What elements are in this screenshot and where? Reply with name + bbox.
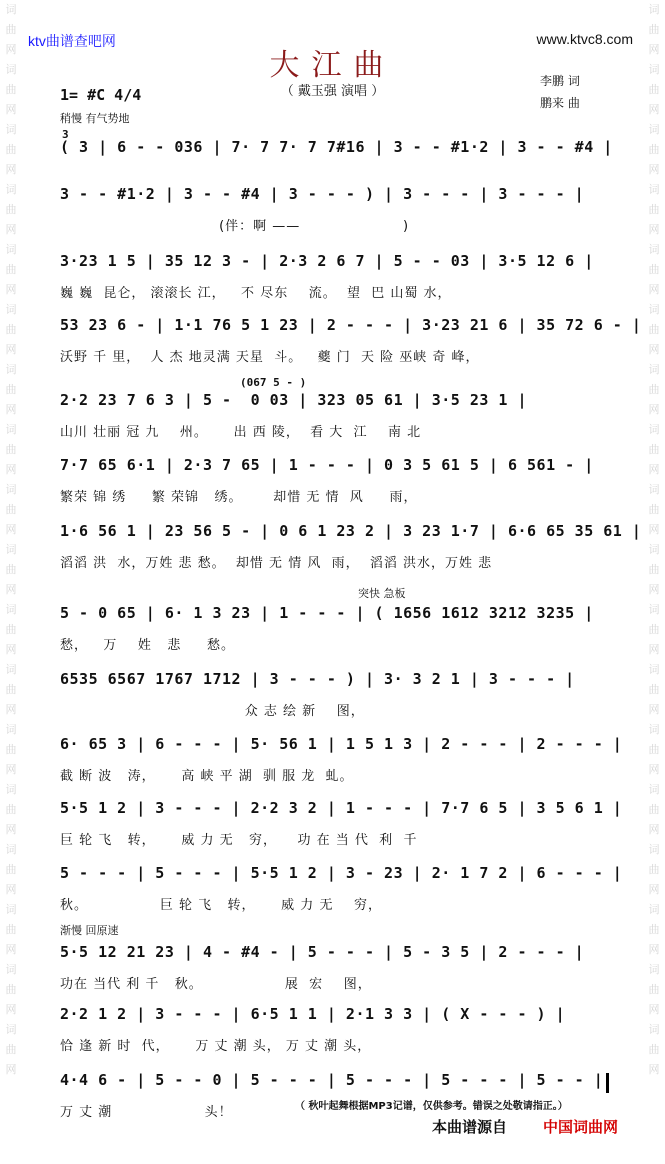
score-row <box>60 456 620 504</box>
lyrics-line: 繁荣 锦 绣 繁 荣锦 绣。 却惜 无 情 风 雨， <box>60 490 418 505</box>
notes-line: 3·23 1 5 | 35 12 3 - | 2·3 2 6 7 | 5 - - 03 | 3·5 12 6 | <box>60 252 594 270</box>
speed-mark: 突快 急板 <box>358 587 406 600</box>
lyrics-line: 愁， 万 姓 悲 愁。 <box>60 638 235 653</box>
performer: （ 戴玉强 演唱 ） <box>280 84 385 99</box>
lyrics-line: 沃野 千 里， 人 杰 地灵满 天星 斗。 夔 门 天 险 巫峡 奇 峰， <box>60 350 480 365</box>
score-row <box>60 864 623 913</box>
score-row <box>60 185 620 233</box>
notes-line: 5 - - - | 5 - - - | 5·5 1 2 | 3 - 23 | 2· 1 7 2 | 6 - - - | <box>60 864 623 882</box>
notes-line: 4·4 6 - | 5 - - 0 | 5 - - - | 5 - - - | 5 - - - | 5 - - | <box>60 1071 604 1089</box>
site-url[interactable]: www.ktvc8.com <box>536 31 633 47</box>
lyrics-line: 滔滔 洪 水，万姓 悲 愁。 却惜 无 情 风 雨， 滔滔 洪水，万姓 悲 <box>60 556 493 571</box>
score-row <box>60 252 620 300</box>
notes-line: 2·2 23 7 6 3 | 5 - 0 03 | 323 05 61 | 3·5 23 1 | <box>60 391 528 409</box>
score-row <box>60 799 623 848</box>
score-row <box>60 670 620 718</box>
lyrics-line: 截 断 波 涛， 高 峡 平 湖 驯 服 龙 虬。 <box>60 769 354 784</box>
final-barline <box>606 1073 609 1093</box>
tempo-marking: 稍慢 有气势地 <box>60 112 130 125</box>
triplet-mark: 3 <box>62 128 69 141</box>
watermark-left: 词曲网词曲网词曲网词曲网词曲网词曲网词曲网词曲网词曲网词曲网词曲网词曲网词曲网词曲网词曲网词曲网词曲网词曲网 <box>5 3 17 1076</box>
lyrics-line: 秋。 巨 轮 飞 转， 威 力 无 穷， <box>60 898 382 913</box>
notes-line: 7·7 65 6·1 | 2·3 7 65 | 1 - - - | 0 3 5 61 5 | 6 561 - | <box>60 456 594 474</box>
notes-line: 1·6 56 1 | 23 56 5 - | 0 6 1 23 2 | 3 23 1·7 | 6·6 65 35 61 | <box>60 522 642 540</box>
score-row <box>60 316 642 365</box>
notes-line: 5·5 1 2 | 3 - - - | 2·2 3 2 | 1 - - - | 7·7 6 5 | 3 5 6 1 | <box>60 799 623 817</box>
score-row <box>60 735 623 784</box>
source-label: 本曲谱源自 <box>432 1118 508 1136</box>
lyrics-line: 巨 轮 飞 转， 威 力 无 穷， 功 在 当 代 利 千 <box>60 833 418 848</box>
transcription-note: （ 秋叶起舞根据MP3记谱，仅供参考。错误之处敬请指正。） <box>295 1101 568 1112</box>
lyrics-line: 万 丈 潮 头！ <box>60 1105 233 1120</box>
notes-line: 53 23 6 - | 1·1 76 5 1 23 | 2 - - - | 3·23 21 6 | 35 72 6 - | <box>60 316 642 334</box>
notes-line: 5·5 12 21 23 | 4 - #4 - | 5 - - - | 5 - 3 5 | 2 - - - | <box>60 943 585 961</box>
score-row <box>60 138 620 186</box>
score-row <box>60 391 620 439</box>
score-row <box>60 522 642 571</box>
slow-mark: 渐慢 回原速 <box>60 924 119 937</box>
score-row <box>60 604 620 652</box>
score-row <box>60 943 620 991</box>
song-title: 大江曲 <box>269 48 396 83</box>
source-site-link[interactable]: 中国词曲网 <box>543 1118 619 1136</box>
lyricist-credit: 李鹏 词 <box>540 74 580 88</box>
lyrics-line: 巍 巍 昆仑， 滚滚长 江， 不 尽东 流。 望 巴 山蜀 水， <box>60 286 452 301</box>
lyrics-line: 众 志 绘 新 图， <box>60 704 365 719</box>
notes-line: 2·2 1 2 | 3 - - - | 6·5 1 1 | 2·1 3 3 | ( X - - - ) | <box>60 1005 566 1023</box>
score-row <box>60 1005 620 1053</box>
composer-credit: 鹏来 曲 <box>540 96 580 110</box>
lyrics-line: 山川 壮丽 冠 九 州。 出 西 陵， 看 大 江 南 北 <box>60 425 422 440</box>
notes-line: 5 - 0 65 | 6· 1 3 23 | 1 - - - | ( 1656 1612 3212 3235 | <box>60 604 594 622</box>
inline-bracket: (067 5 - ) <box>240 376 307 389</box>
key-signature: 1= #C 4/4 <box>60 86 142 104</box>
notes-line: 3 - - #1·2 | 3 - - #4 | 3 - - - ) | 3 - - - | 3 - - - | <box>60 185 585 203</box>
watermark-right: 词曲网词曲网词曲网词曲网词曲网词曲网词曲网词曲网词曲网词曲网词曲网词曲网词曲网词曲网词曲网词曲网词曲网词曲网 <box>648 3 660 1076</box>
lyrics-line: (伴：啊 —— ) <box>60 219 410 234</box>
lyrics-line: 恰 逢 新 时 代， 万 丈 潮 头， 万 丈 潮 头， <box>60 1039 372 1054</box>
notes-line: 6· 65 3 | 6 - - - | 5· 56 1 | 1 5 1 3 | 2 - - - | 2 - - - | <box>60 735 623 753</box>
lyrics-line: 功在 当代 利 千 秋。 展 宏 图， <box>60 977 372 992</box>
notes-line: ( 3 | 6 - - 036 | 7· 7 7· 7 7#16 | 3 - - #1·2 | 3 - - #4 | <box>60 138 613 156</box>
notes-line: 6535 6567 1767 1712 | 3 - - - ) | 3· 3 2 1 | 3 - - - | <box>60 670 575 688</box>
lyrics-line <box>60 168 620 186</box>
site-name-link[interactable]: ktv曲谱查吧网 <box>28 33 116 49</box>
